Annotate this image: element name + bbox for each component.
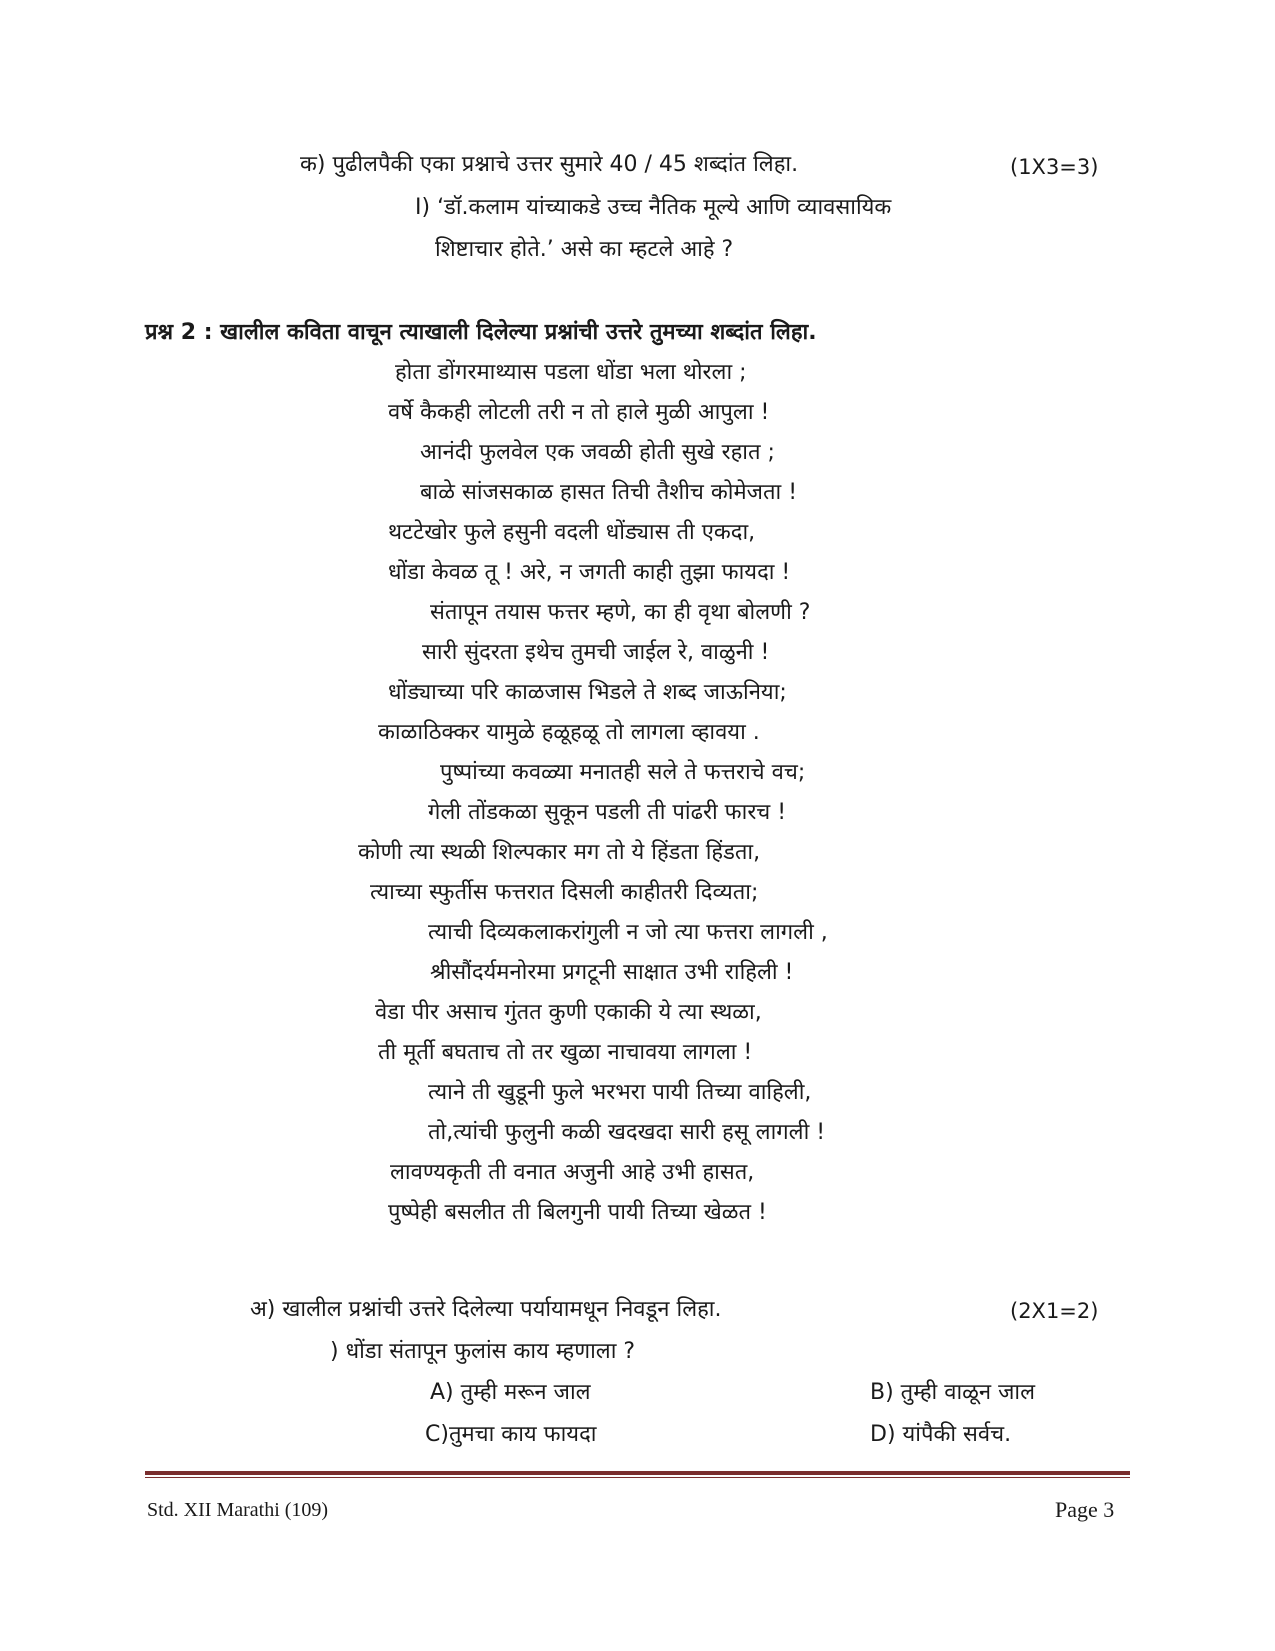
footer-rule-thin: [145, 1477, 1130, 1478]
question-a-heading: अ) खालील प्रश्नांची उत्तरे दिलेल्या पर्यायामधून निवडून लिहा.: [250, 1297, 722, 1322]
option-b: B) तुम्ही वाळून जाल: [870, 1380, 1036, 1405]
poem-line: बाळे सांजसकाळ हासत तिची तैशीच कोमेजता !: [420, 480, 798, 505]
poem-line: वेडा पीर असाच गुंतत कुणी एकाकी ये त्या स्थळा,: [375, 1000, 762, 1025]
poem-line: पुष्पेही बसलीत ती बिलगुनी पायी तिच्या खेळत !: [388, 1200, 767, 1225]
poem-line: लावण्यकृती ती वनात अजुनी आहे उभी हासत,: [390, 1160, 755, 1185]
poem-line: त्याची दिव्यकलाकरांगुली न जो त्या फत्तरा लागली ,: [428, 920, 828, 945]
question-1-marks: (1X3=3): [1010, 155, 1099, 179]
poem-line: धोंड्याच्या परि काळजास भिडले ते शब्द जाऊनिया;: [388, 680, 787, 705]
poem-line: काळाठिक्कर यामुळे हळूहळू तो लागला व्हावया .: [378, 720, 760, 745]
footer-rule-thick: [145, 1471, 1130, 1475]
question-1-text-line-1: I) ‘डॉ.कलाम यांच्याकडे उच्च नैतिक मूल्ये आणि व्यावसायिक: [415, 195, 892, 220]
question-1-heading: क) पुढीलपैकी एका प्रश्नाचे उत्तर सुमारे 40 / 45 शब्दांत लिहा.: [300, 152, 799, 177]
option-a: A) तुम्ही मरून जाल: [430, 1380, 591, 1405]
poem-line: श्रीसौंदर्यमनोरमा प्रगटूनी साक्षात उभी राहिली !: [430, 960, 794, 985]
poem-line: धोंडा केवळ तू ! अरे, न जगती काही तुझा फायदा !: [388, 560, 791, 585]
poem-line: त्याने ती खुडूनी फुले भरभरा पायी तिच्या वाहिली,: [428, 1080, 812, 1105]
poem-line: कोणी त्या स्थळी शिल्पकार मग तो ये हिंडता हिंडता,: [358, 840, 761, 865]
poem-line: आनंदी फुलवेल एक जवळी होती सुखे रहात ;: [420, 440, 775, 465]
poem-line: पुष्पांच्या कवळ्या मनातही सले ते फत्तराचे वच;: [440, 760, 806, 785]
poem-line: संतापून तयास फत्तर म्हणे, का ही वृथा बोलणी ?: [430, 600, 811, 625]
poem-line: थटटेखोर फुले हसुनी वदली धोंड्यास ती एकदा,: [388, 520, 756, 545]
poem-line: होता डोंगरमाथ्यास पडला धोंडा भला थोरला ;: [395, 360, 747, 385]
question-1-text-line-2: शिष्टाचार होते.’ असे का म्हटले आहे ?: [435, 237, 734, 262]
question-a-marks: (2X1=2): [1010, 1299, 1099, 1323]
poem-line: गेली तोंडकळा सुकून पडली ती पांढरी फारच !: [428, 800, 787, 825]
question-a-sub-question: ) धोंडा संतापून फुलांस काय म्हणाला ?: [330, 1339, 636, 1364]
footer-page-number: Page 3: [1055, 1497, 1115, 1522]
poem-line: सारी सुंदरता इथेच तुमची जाईल रे, वाळुनी !: [422, 640, 770, 665]
poem-line: वर्षे कैकही लोटली तरी न तो हाले मुळी आपुला !: [388, 400, 770, 425]
poem-line: ती मूर्ती बघताच तो तर खुळा नाचावया लागला !: [378, 1040, 753, 1065]
footer-subject: Std. XII Marathi (109): [147, 1499, 329, 1521]
option-c: C)तुमचा काय फायदा: [425, 1422, 597, 1447]
option-d: D) यांपैकी सर्वच.: [870, 1422, 1012, 1447]
question-2-heading: प्रश्न 2 : खालील कविता वाचून त्याखाली दिलेल्या प्रश्नांची उत्तरे तुमच्या शब्दांत लिहा.: [145, 320, 817, 345]
poem-line: तो,त्यांची फुलुनी कळी खदखदा सारी हसू लागली !: [428, 1120, 826, 1145]
poem-line: त्याच्या स्फुर्तीस फत्तरात दिसली काहीतरी दिव्यता;: [370, 880, 759, 905]
